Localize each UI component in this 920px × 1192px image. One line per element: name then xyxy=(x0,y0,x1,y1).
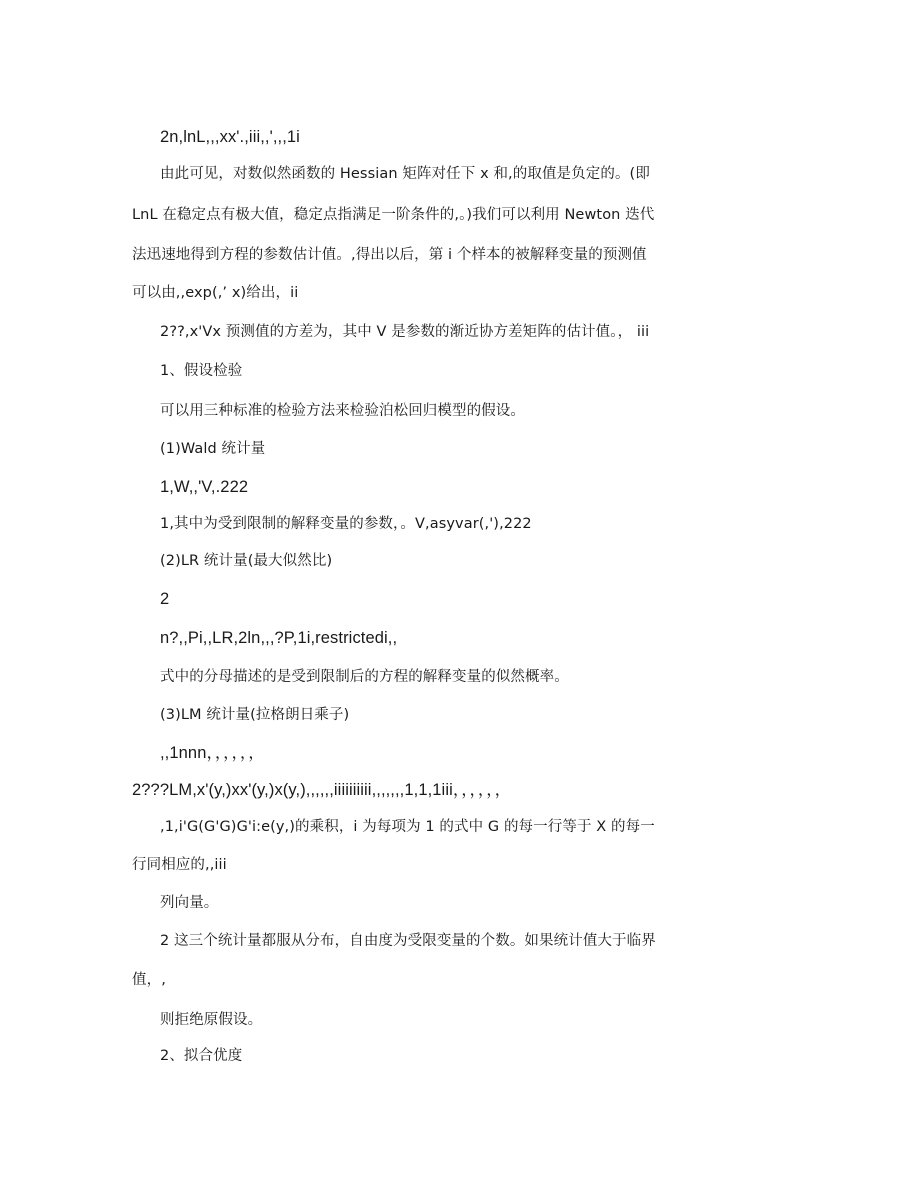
paragraph-line-critical-value: 值，, xyxy=(132,972,166,988)
paragraph-line-reject: 则拒绝原假设。 xyxy=(160,1012,263,1028)
paragraph-line-three-methods: 可以用三种标准的检验方法来检验泊松回归模型的假设。 xyxy=(160,403,525,419)
section-heading-hypothesis: 1、假设检验 xyxy=(160,363,243,379)
subheading-lr: (2)LR 统计量(最大似然比) xyxy=(160,553,333,569)
paragraph-line-lr-desc: 式中的分母描述的是受到限制后的方程的解释变量的似然概率。 xyxy=(160,669,569,685)
formula-line-lm-top: ,,1nnn，，，，，， xyxy=(160,744,265,762)
formula-line-lr: n?,,Pi,,LR,2ln,,,?P,1i,restrictedi,, xyxy=(160,629,398,647)
paragraph-line-wald-desc: 1,其中为受到限制的解释变量的参数，。V,asyvar(,'),222 xyxy=(160,516,532,532)
paragraph-line-estimate: 法迅速地得到方程的参数估计值。,得出以后，第 i 个样本的被解释变量的预测值 xyxy=(132,247,647,263)
subheading-wald: (1)Wald 统计量 xyxy=(160,441,266,457)
formula-line-wald: 1,W,,'V,.222 xyxy=(160,478,249,496)
formula-line-lm: 2???LM,x'(y,)xx'(y,)x(y,),,,,,,iiiiiiiiii,,,,,,,1,1,1iii，，，，，， xyxy=(132,781,512,799)
paragraph-line-variance: 2??,x'Vx 预测值的方差为，其中 V 是参数的渐近协方差矩阵的估计值。， iii xyxy=(160,324,650,340)
paragraph-line-lm-desc-cont: 行同相应的,,iii xyxy=(132,857,227,873)
paragraph-line-hessian: 由此可见，对数似然函数的 Hessian 矩阵对任下 x 和,的取值是负定的。(即 xyxy=(160,166,650,182)
paragraph-line-lm-desc: ,1,i'G(G'G)G'i:e(y,)的乘积，i 为每项为 1 的式中 G 的每一行等于 X 的每一 xyxy=(160,819,655,835)
formula-line-1: 2n,lnL,,,xx'.,iii,,',,,1i xyxy=(160,128,300,146)
paragraph-line-distribution: 2 这三个统计量都服从分布，自由度为受限变量的个数。如果统计值大于临界 xyxy=(160,933,656,949)
formula-line-lr-exponent: 2 xyxy=(160,590,170,608)
paragraph-line-lnl: LnL 在稳定点有极大值，稳定点指满足一阶条件的,。)我们可以利用 Newton 迭代 xyxy=(132,207,655,223)
section-heading-goodness-of-fit: 2、拟合优度 xyxy=(160,1048,243,1064)
paragraph-line-column-vector: 列向量。 xyxy=(160,895,219,911)
paragraph-line-exp: 可以由,,exp(,’ x)给出，ii xyxy=(132,285,299,301)
subheading-lm: (3)LM 统计量(拉格朗日乘子) xyxy=(160,707,350,723)
